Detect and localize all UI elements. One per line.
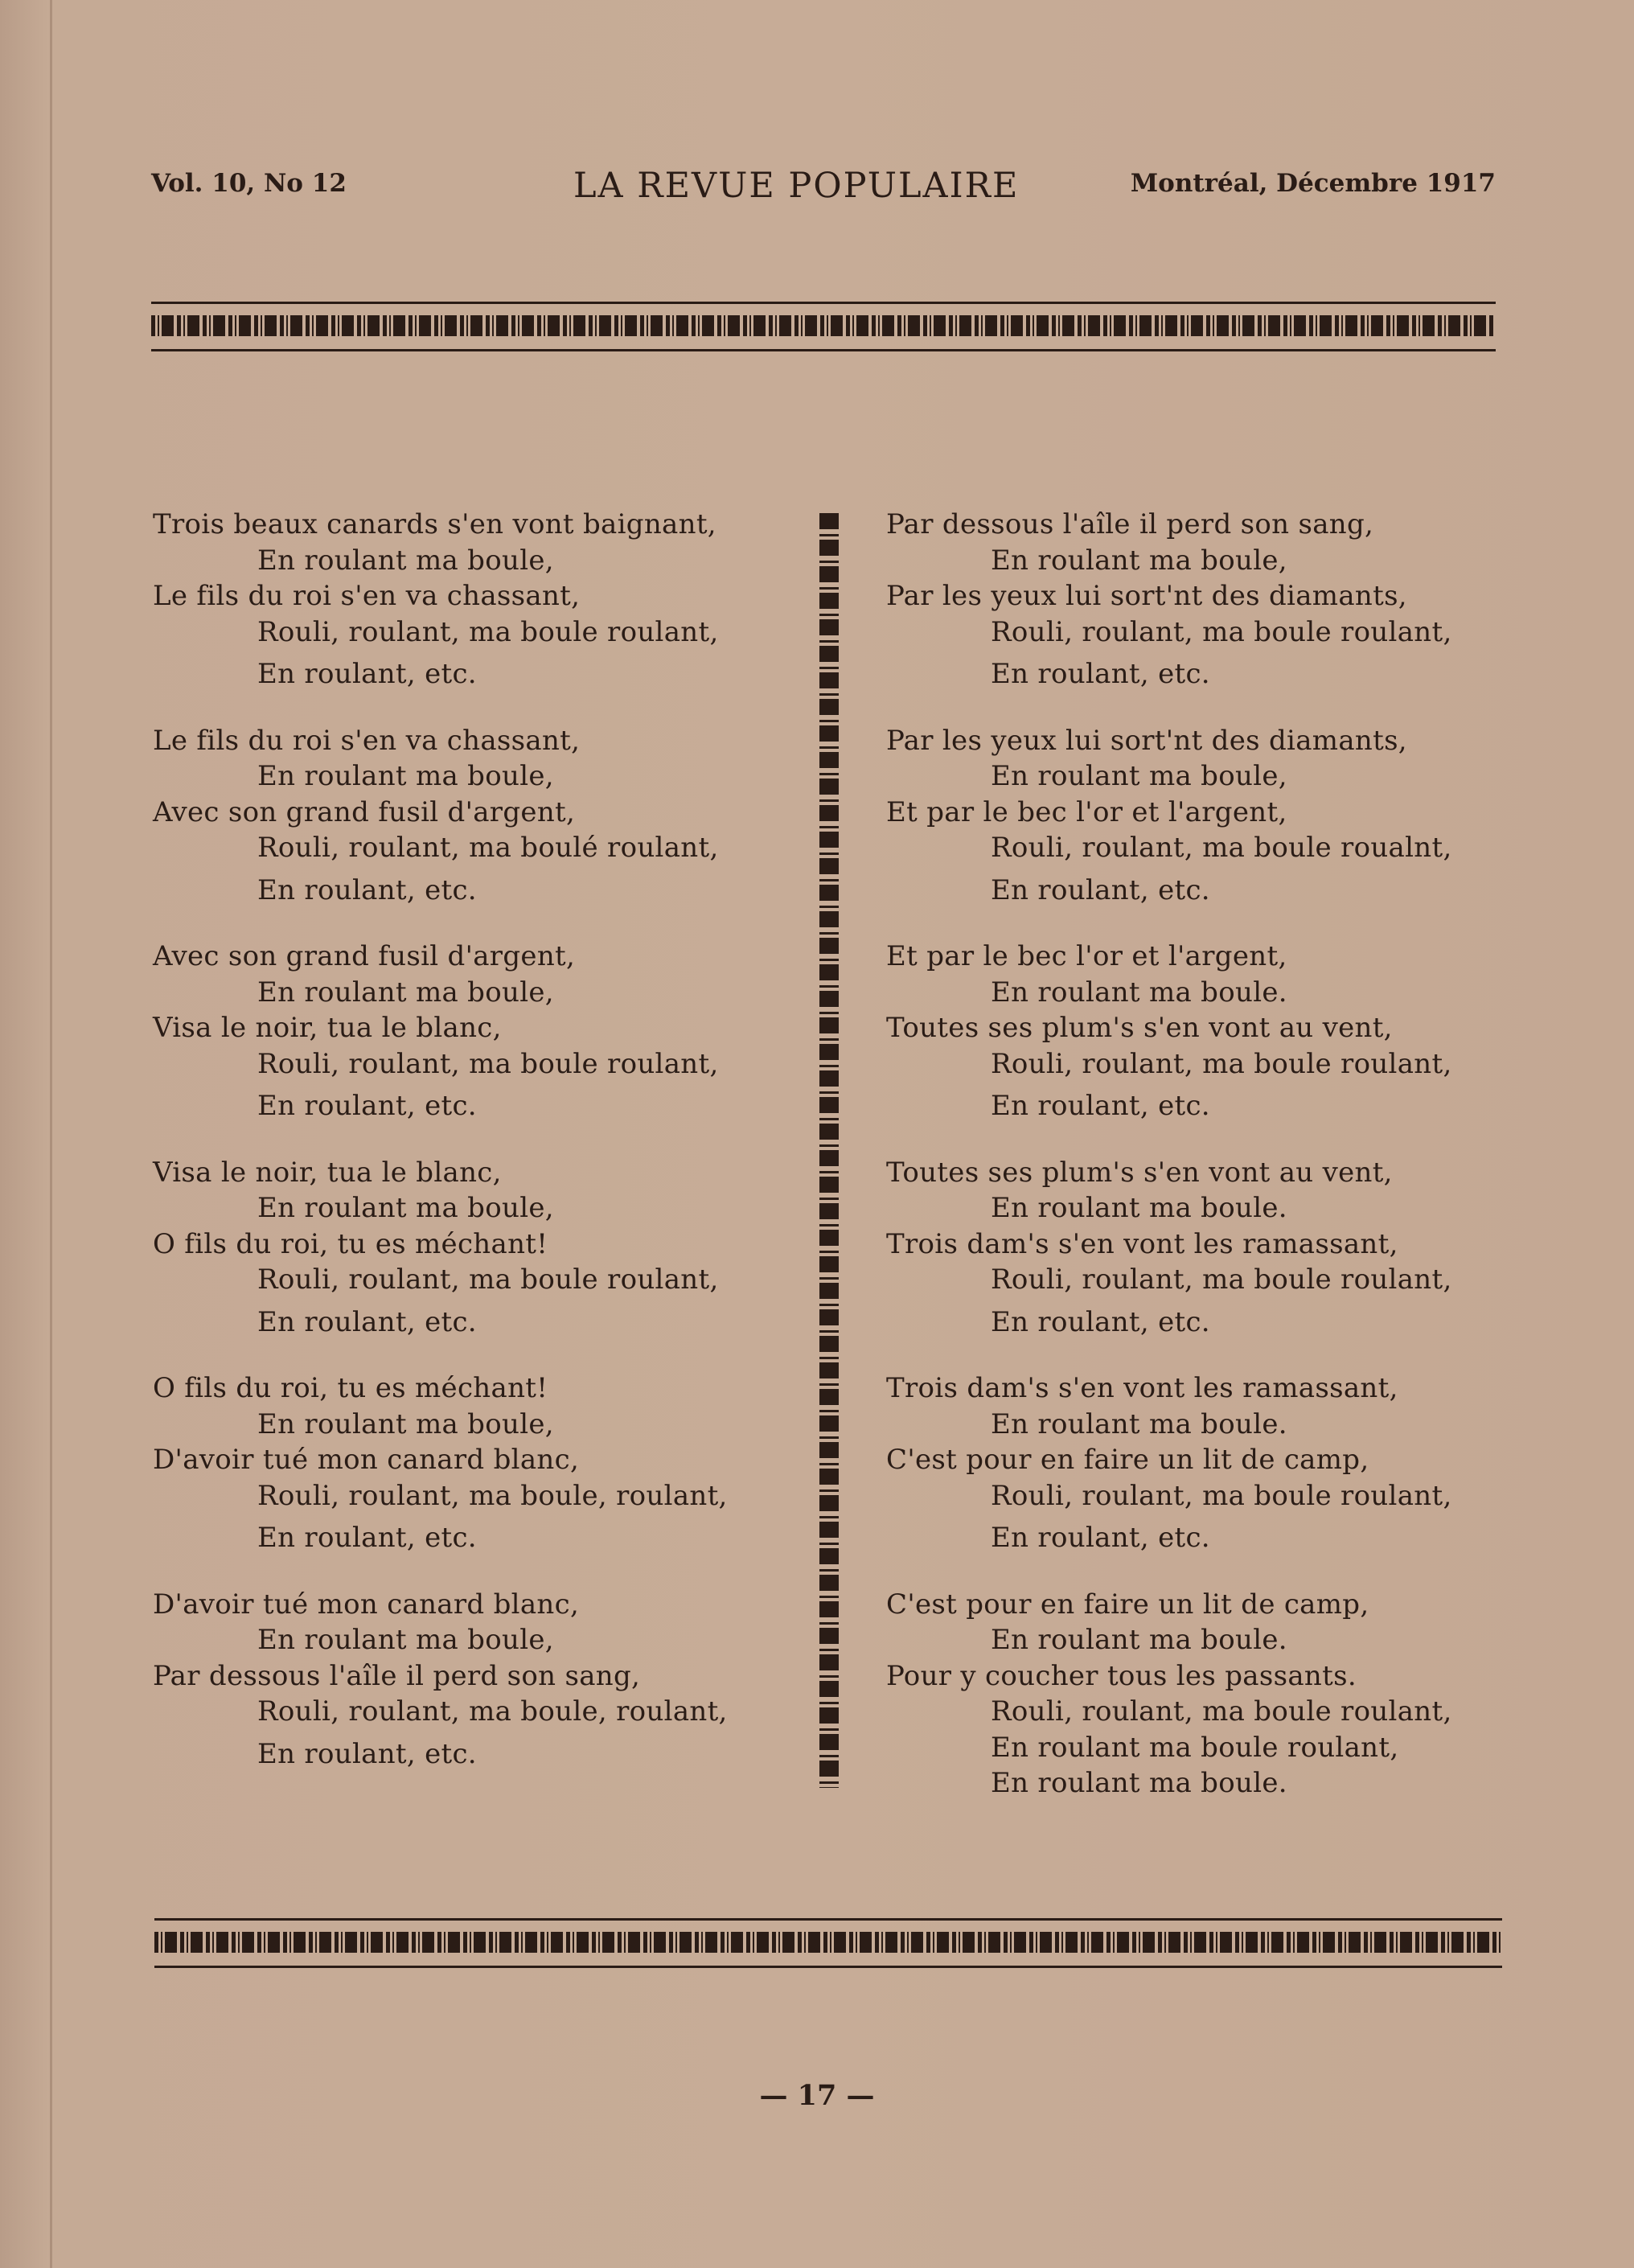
verse-line: C'est pour en faire un lit de camp, bbox=[886, 1444, 1369, 1476]
verse-line: Et par le bec l'or et l'argent, bbox=[886, 940, 1287, 972]
stanza bbox=[886, 1155, 1578, 1341]
verse-line: Par les yeux lui sort'nt des diamants, bbox=[886, 580, 1407, 612]
verse-line: En roulant ma boule, bbox=[991, 544, 1287, 577]
verse-line: En roulant, etc. bbox=[991, 1090, 1210, 1122]
verse-line: Trois beaux canards s'en vont baignant, bbox=[153, 508, 716, 540]
verse-line: En roulant, etc. bbox=[991, 658, 1210, 690]
verse-line: En roulant ma boule, bbox=[257, 1407, 554, 1440]
magazine-title: LA REVUE POPULAIRE bbox=[573, 166, 1020, 206]
verse-line: En roulant, etc. bbox=[257, 1090, 477, 1122]
verse-line: Toutes ses plum's s'en vont au vent, bbox=[886, 1012, 1393, 1044]
issue-date: Montréal, Décembre 1917 bbox=[1130, 169, 1496, 198]
verse-line: En roulant, etc. bbox=[991, 1305, 1210, 1338]
verse-line: En roulant, etc. bbox=[257, 873, 477, 906]
verse-line: En roulant ma boule. bbox=[991, 1767, 1287, 1799]
verse-line: Par les yeux lui sort'nt des diamants, bbox=[886, 724, 1407, 757]
left-column bbox=[153, 507, 844, 1802]
verse-line: Rouli, roulant, ma boule roulant, bbox=[257, 1047, 719, 1080]
verse-line: Rouli, roulant, ma boule, roulant, bbox=[257, 1479, 728, 1512]
stanza bbox=[886, 1587, 1578, 1802]
stanza bbox=[886, 939, 1578, 1124]
verse-line: Rouli, roulant, ma boule roulant, bbox=[257, 615, 719, 648]
verse-line: Rouli, roulant, ma boule roulant, bbox=[991, 1479, 1452, 1512]
verse-line: Le fils du roi s'en va chassant, bbox=[153, 580, 581, 612]
verse-line: En roulant ma boule. bbox=[991, 1192, 1287, 1224]
verse-line: D'avoir tué mon canard blanc, bbox=[153, 1588, 580, 1621]
stanza bbox=[886, 507, 1578, 692]
verse-line: Par dessous l'aîle il perd son sang, bbox=[886, 508, 1374, 540]
verse-line: Rouli, roulant, ma boule roulant, bbox=[991, 1263, 1452, 1296]
verse-line: Rouli, roulant, ma boule, roulant, bbox=[257, 1695, 728, 1728]
bottom-ornamental-rule bbox=[154, 1918, 1502, 1968]
stanza bbox=[153, 1587, 844, 1773]
verse-line: O fils du roi, tu es méchant! bbox=[153, 1372, 548, 1404]
column-divider bbox=[819, 513, 839, 1788]
stanza bbox=[886, 1370, 1578, 1556]
verse-line: En roulant ma boule. bbox=[991, 1624, 1287, 1656]
verse-line: En roulant ma boule. bbox=[991, 976, 1287, 1009]
verse-line: Avec son grand fusil d'argent, bbox=[153, 795, 576, 828]
verse-line: En roulant, etc. bbox=[257, 658, 477, 690]
binding-edge bbox=[50, 0, 52, 2268]
verse-line: Le fils du roi s'en va chassant, bbox=[153, 724, 581, 757]
verse-line: En roulant ma boule, bbox=[257, 544, 554, 577]
right-column bbox=[886, 507, 1578, 1832]
verse-line: En roulant ma boule, bbox=[257, 760, 554, 792]
verse-line: En roulant, etc. bbox=[257, 1737, 477, 1770]
top-ornamental-rule bbox=[151, 302, 1496, 351]
verse-line: Trois dam's s'en vont les ramassant, bbox=[886, 1227, 1398, 1260]
verse-line: En roulant ma boule roulant, bbox=[991, 1731, 1399, 1764]
verse-line: Rouli, roulant, ma boule roulant, bbox=[991, 1047, 1452, 1080]
stanza bbox=[153, 723, 844, 909]
verse-line: Toutes ses plum's s'en vont au vent, bbox=[886, 1156, 1393, 1189]
verse-line: En roulant, etc. bbox=[991, 873, 1210, 906]
page-header bbox=[151, 166, 1496, 214]
verse-line: Pour y coucher tous les passants. bbox=[886, 1659, 1357, 1692]
verse-line: Rouli, roulant, ma boule roulant, bbox=[991, 1695, 1452, 1728]
volume-number: Vol. 10, No 12 bbox=[151, 169, 347, 198]
verse-line: En roulant ma boule. bbox=[991, 1407, 1287, 1440]
verse-line: En roulant ma boule, bbox=[257, 1192, 554, 1224]
page-number: — 17 — bbox=[759, 2079, 875, 2112]
verse-line: Rouli, roulant, ma boule roualnt, bbox=[991, 832, 1452, 864]
stanza bbox=[153, 507, 844, 692]
verse-line: Rouli, roulant, ma boulé roulant, bbox=[257, 832, 719, 864]
verse-line: Visa le noir, tua le blanc, bbox=[153, 1156, 502, 1189]
stanza bbox=[153, 1155, 844, 1341]
verse-line: C'est pour en faire un lit de camp, bbox=[886, 1588, 1369, 1621]
stanza bbox=[153, 939, 844, 1124]
stanza bbox=[886, 723, 1578, 909]
verse-line: Visa le noir, tua le blanc, bbox=[153, 1012, 502, 1044]
verse-line: Rouli, roulant, ma boule roulant, bbox=[257, 1263, 719, 1296]
verse-line: O fils du roi, tu es méchant! bbox=[153, 1227, 548, 1260]
verse-line: Et par le bec l'or et l'argent, bbox=[886, 795, 1287, 828]
verse-line: Par dessous l'aîle il perd son sang, bbox=[153, 1659, 641, 1692]
verse-line: Rouli, roulant, ma boule roulant, bbox=[991, 615, 1452, 648]
verse-line: En roulant ma boule, bbox=[991, 760, 1287, 792]
verse-line: En roulant, etc. bbox=[257, 1305, 477, 1338]
verse-line: En roulant ma boule, bbox=[257, 1624, 554, 1656]
verse-line: En roulant, etc. bbox=[257, 1522, 477, 1554]
verse-line: D'avoir tué mon canard blanc, bbox=[153, 1444, 580, 1476]
verse-line: Trois dam's s'en vont les ramassant, bbox=[886, 1372, 1398, 1404]
verse-line: En roulant ma boule, bbox=[257, 976, 554, 1009]
verse-line: Avec son grand fusil d'argent, bbox=[153, 940, 576, 972]
verse-line: En roulant, etc. bbox=[991, 1522, 1210, 1554]
stanza bbox=[153, 1370, 844, 1556]
